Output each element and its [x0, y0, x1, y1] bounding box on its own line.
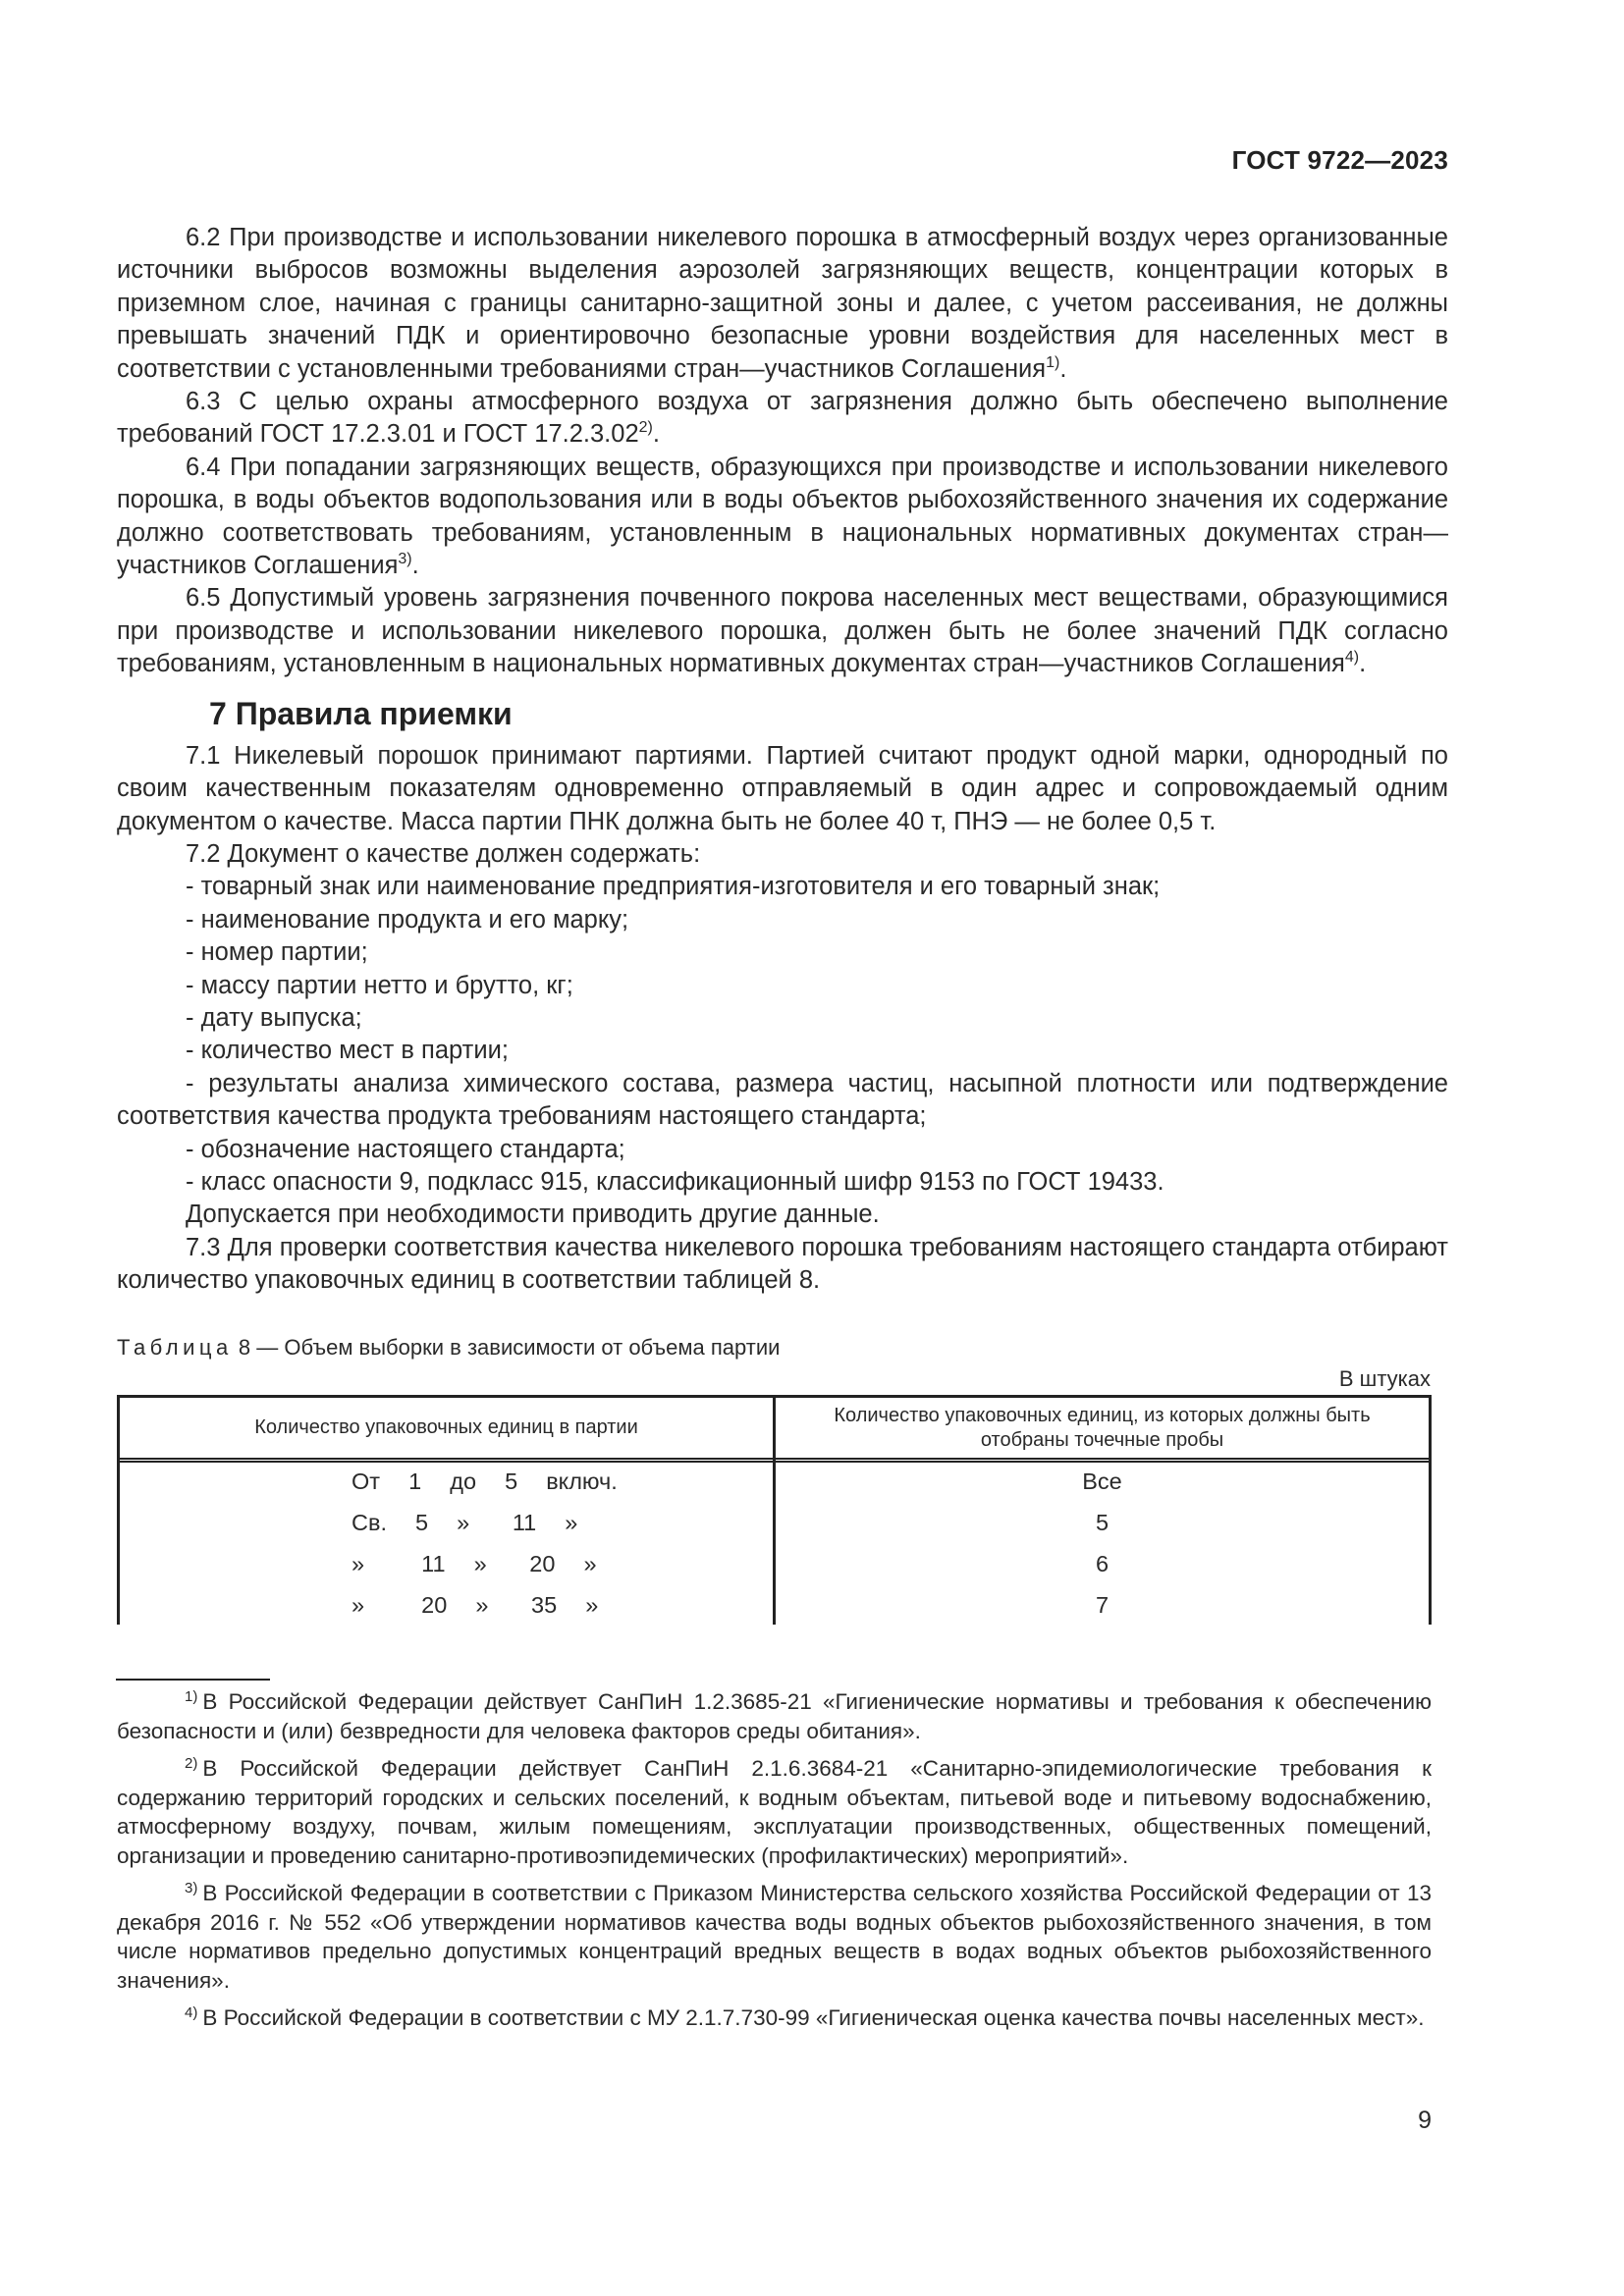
table-header-cell: Количество упаковочных единиц, из которых должны быть отобраны точечные пробы	[834, 1404, 1371, 1451]
table-cell-sample-count: 6	[1095, 1551, 1110, 1576]
list-item: - обозначение настоящего стандарта;	[186, 1135, 625, 1163]
table-caption	[117, 1335, 780, 1361]
table-header-cell: Количество упаковочных единиц в партии	[254, 1416, 638, 1438]
table-cell-lot-size: Св. 5 » 11 »	[352, 1510, 578, 1535]
table-body	[120, 1463, 1429, 1628]
footnote-mark: 2)	[185, 1755, 198, 1772]
table-row	[120, 1545, 1429, 1586]
body-text	[117, 222, 1448, 1298]
table-row	[120, 1504, 1429, 1545]
list-item: - результаты анализа химического состава, размера частиц, насыпной плотности или подтверждение соответствия качества продукта требованиям настоящего стандарта;	[117, 1069, 1448, 1131]
footnote-separator	[116, 1679, 270, 1681]
table-caption-label: Таблица	[117, 1335, 233, 1360]
table-cell-sample-count: 5	[1095, 1510, 1110, 1535]
table-cell-lot-size: » 11 » 20 »	[352, 1551, 597, 1576]
table-cell-lot-size: » 20 » 35 »	[352, 1592, 599, 1618]
footnote-ref-3[interactable]: 3)	[398, 551, 412, 568]
clause-6-3: 6.3 С целью охраны атмосферного воздуха от загрязнения должно быть обеспечено выполнение требований ГОСТ 17.2.3.01 и ГОСТ 17.2.3.02$^{2)}$.	[117, 388, 1448, 449]
section-7-heading: 7 Правила приемки	[209, 695, 513, 731]
document-code-header: ГОСТ 9722—2023	[1231, 145, 1448, 175]
table-row	[120, 1586, 1429, 1628]
clause-7-1: 7.1 Никелевый порошок принимают партиями. Партией считают продукт одной марки, однородный по своим качественным показателям одновременно отправляемый в один адрес и сопровождаемый одним документом о качестве. Масса партии ПНК должна быть не более 40 т, ПНЭ — не более 0,5 т.	[117, 741, 1448, 835]
list-item: - наименование продукта и его марку;	[186, 905, 629, 934]
footnote-2: $^{2)}$ В Российской Федерации действует СанПиН 2.1.6.3684-21 «Санитарно-эпидемиологические требования к содержанию территорий городских и сельских поселений, к водным объектам, питьевой воде и питьевому водоснабжению, атмосферному воздуху, почвам, жилым помещениям, эксплуатации производственных, общественных помещений, организации и проведению санитарно-противоэпидемических (профилактических) мероприятий».	[117, 1755, 1432, 1868]
footnotes	[117, 1687, 1432, 2042]
clause-7-3: 7.3 Для проверки соответствия качества никелевого порошка требованиям настоящего стандарта отбирают количество упаковочных единиц в соответствии таблицей 8.	[117, 1233, 1448, 1295]
footnote-ref-4[interactable]: 4)	[1344, 649, 1360, 667]
list-item: - товарный знак или наименование предприятия-изготовителя и его товарный знак;	[186, 873, 1161, 901]
table-row	[120, 1463, 1429, 1504]
footnote-4: $^{4)}$ В Российской Федерации в соответствии с МУ 2.1.7.730-99 «Гигиеническая оценка качества почвы населенных мест».	[185, 2004, 1425, 2030]
footnote-ref-1[interactable]: 1)	[1046, 353, 1060, 371]
list-item: - массу партии нетто и брутто, кг;	[186, 971, 573, 999]
quality-document-list	[117, 871, 1448, 1199]
footnote-mark: 3)	[185, 1880, 198, 1896]
list-item: - количество мест в партии;	[186, 1037, 509, 1065]
clause-6-5: 6.5 Допустимый уровень загрязнения почвенного покрова населенных мест веществами, образующимися при производстве и использовании никелевого порошка, должен быть не более значений ПДК согласно требованиям, установленным в национальных нормативных документах стран—участников Соглашения$^{4)}$.	[117, 584, 1448, 678]
table-cell-lot-size: От 1 до 5 включ.	[352, 1468, 618, 1494]
clause-7-2-note: Допускается при необходимости приводить другие данные.	[186, 1201, 880, 1229]
list-item: - дату выпуска;	[186, 1003, 362, 1032]
footnote-ref-2[interactable]: 2)	[638, 419, 653, 437]
list-item: - класс опасности 9, подкласс 915, классификационный шифр 9153 по ГОСТ 19433.	[186, 1167, 1164, 1196]
table-units: В штуках	[1338, 1366, 1431, 1391]
footnote-mark: 4)	[185, 2004, 198, 2021]
footnote-mark: 1)	[185, 1688, 198, 1705]
table-caption-title: 8 — Объем выборки в зависимости от объема партии	[238, 1335, 781, 1360]
table-cell-sample-count: Все	[1082, 1468, 1122, 1494]
table-cell-sample-count: 7	[1095, 1592, 1110, 1618]
footnote-1: $^{1)}$ В Российской Федерации действует СанПиН 1.2.3685-21 «Гигиенические нормативы и требования к обеспечению безопасности и (или) безвредности для человека факторов среды обитания».	[117, 1688, 1432, 1743]
clause-6-4: 6.4 При попадании загрязняющих веществ, образующихся при производстве и использовании никелевого порошка, в воды объектов водопользования или в воды объектов рыбохозяйственного значения их содержание должно соответствовать требованиям, установленным в национальных нормативных документах стран—участников Соглашения$^{3)}$.	[117, 453, 1448, 580]
sample-size-table	[117, 1395, 1432, 1625]
clause-6-2: 6.2 При производстве и использовании никелевого порошка в атмосферный воздух через организованные источники выбросов возможны выделения аэрозолей загрязняющих веществ, концентрации которых в приземном слое, начиная с границы санитарно-защитной зоны и далее, с учетом рассеивания, не должны превышать значений ПДК и ориентировочно безопасные уровни воздействия для населенных мест в соответствии с установленными требованиями стран—участников Соглашения$^{1)}$.	[117, 224, 1448, 383]
list-item: - номер партии;	[186, 938, 368, 967]
page-number: 9	[1418, 2107, 1432, 2134]
clause-7-2-intro: 7.2 Документ о качестве должен содержать:	[186, 839, 701, 868]
footnote-3: $^{3)}$ В Российской Федерации в соответствии с Приказом Министерства сельского хозяйства Российской Федерации от 13 декабря 2016 г. № 552 «Об утверждении нормативов качества воды водных объектов рыбохозяйственного значения, в том числе нормативов предельно допустимых концентраций вредных веществ в водах водных объектов рыбохозяйственного значения».	[117, 1880, 1432, 1993]
